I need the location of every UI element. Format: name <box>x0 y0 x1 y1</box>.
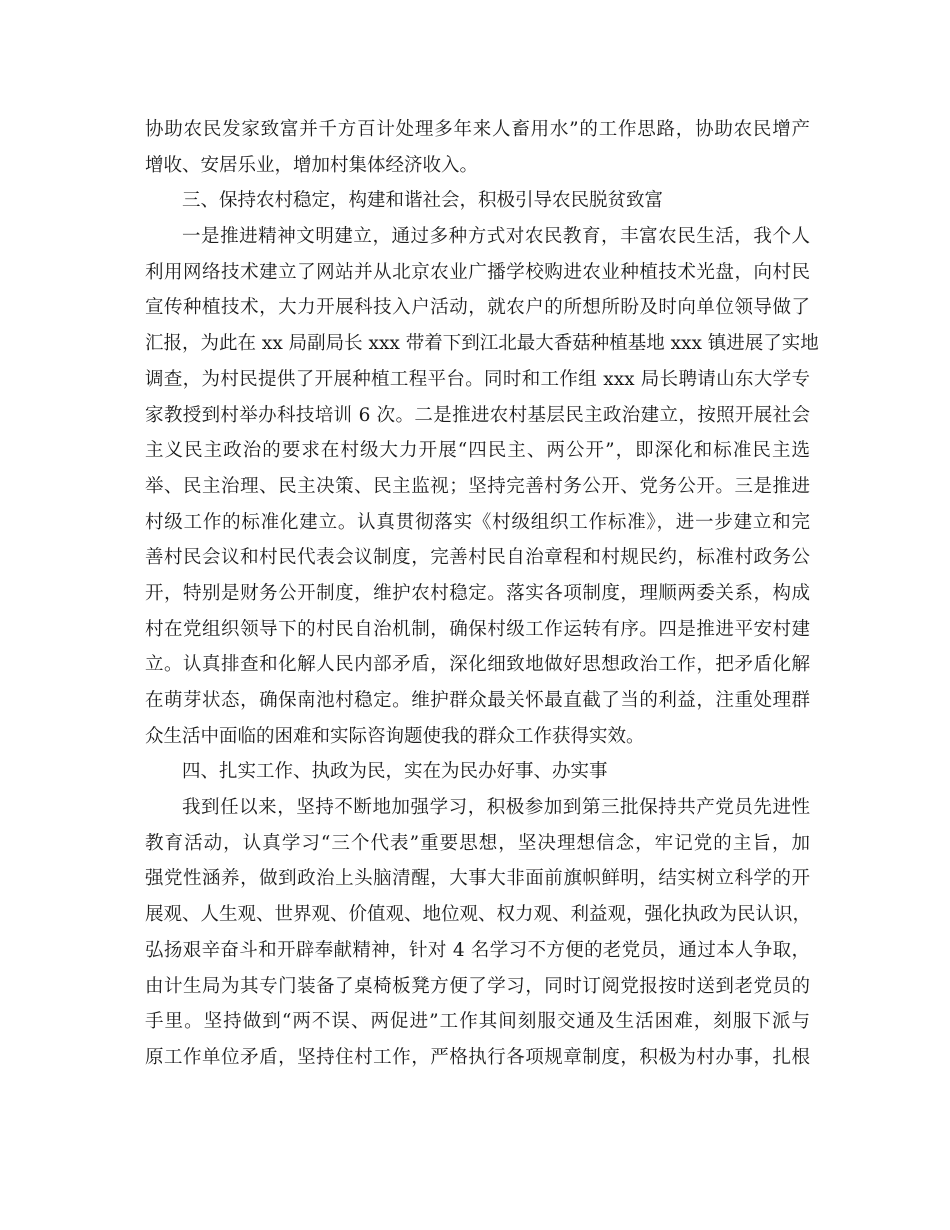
text-line: 家教授到村举办科技培训 6 次。二是推进农村基层民主政治建立，按照开展社会 <box>145 404 810 426</box>
text-line: 村级工作的标准化建立。认真贯彻落实《村级组织工作标准》，进一步建立和完 <box>145 511 810 533</box>
text-line: 汇报，为此在 xx 局副局长 xxx 带着下到江北最大香菇种植基地 xxx 镇进展了实地 <box>145 333 819 355</box>
text-line: 协助农民发家致富并千方百计处理多年来人畜用水”的工作思路，协助农民增产 <box>145 119 810 140</box>
text-line: 四、扎实工作、执政为民，实在为民办好事、办实事 <box>182 761 608 783</box>
text-line: 我到任以来，坚持不断地加强学习，积极参加到第三批保持共产党员先进性 <box>182 797 810 819</box>
text-line: 村在党组织领导下的村民自治机制，确保村级工作运转有序。四是推进平安村建 <box>145 618 810 640</box>
text-line: 强党性涵养，做到政治上头脑清醒，大事大非面前旗帜鲜明，结实树立科学的开 <box>145 868 810 890</box>
text-line: 调查，为村民提供了开展种植工程平台。同时和工作组 xxx 局长聘请山东大学专 <box>145 368 810 390</box>
text-line: 三、保持农村稳定，构建和谐社会，积极引导农民脱贫致富 <box>182 190 664 212</box>
text-line: 由计生局为其专门装备了桌椅板凳方便了学习，同时订阅党报按时送到老党员的 <box>145 975 810 997</box>
text-line: 举、民主治理、民主决策、民主监视；坚持完善村务公开、党务公开。三是推进 <box>145 475 810 497</box>
text-line: 在萌芽状态，确保南池村稳定。维护群众最关怀最直截了当的利益，注重处理群 <box>145 690 810 711</box>
text-line: 弘扬艰辛奋斗和开辟奉献精神，针对 4 名学习不方便的老党员，通过本人争取， <box>145 939 810 961</box>
text-line: 善村民会议和村民代表会议制度，完善村民自治章程和村规民约，标准村政务公 <box>145 547 810 569</box>
text-line: 原工作单位矛盾，坚持住村工作，严格执行各项规章制度，积极为村办事，扎根 <box>145 1046 810 1068</box>
document-body <box>145 112 819 1076</box>
text-line: 增收、安居乐业，增加村集体经济收入。 <box>145 154 479 176</box>
text-line: 立。认真排查和化解人民内部矛盾，深化细致地做好思想政治工作，把矛盾化解 <box>145 654 810 676</box>
text-line: 利用网络技术建立了网站并从北京农业广播学校购进农业种植技术光盘，向村民 <box>145 261 810 283</box>
text-line: 教育活动，认真学习“三个代表”重要思想，坚决理想信念，牢记党的主旨，加 <box>145 832 810 854</box>
text-line: 手里。坚持做到“两不误、两促进”工作其间刻服交通及生活困难，刻服下派与 <box>145 1011 810 1033</box>
text-line: 开，特别是财务公开制度，维护农村稳定。落实各项制度，理顺两委关系，构成 <box>145 582 810 604</box>
text-line: 展观、人生观、世界观、价值观、地位观、权力观、利益观，强化执政为民认识， <box>145 904 812 926</box>
text-line: 众生活中面临的困难和实际咨询题使我的群众工作获得实效。 <box>145 725 645 747</box>
text-line: 宣传种植技术，大力开展科技入户活动，就农户的所想所盼及时向单位领导做了 <box>145 297 810 319</box>
text-line: 一是推进精神文明建立，通过多种方式对农民教育，丰富农民生活，我个人 <box>182 226 810 248</box>
text-line: 主义民主政治的要求在村级大力开展“四民主、两公开”，即深化和标准民主选 <box>145 440 810 462</box>
